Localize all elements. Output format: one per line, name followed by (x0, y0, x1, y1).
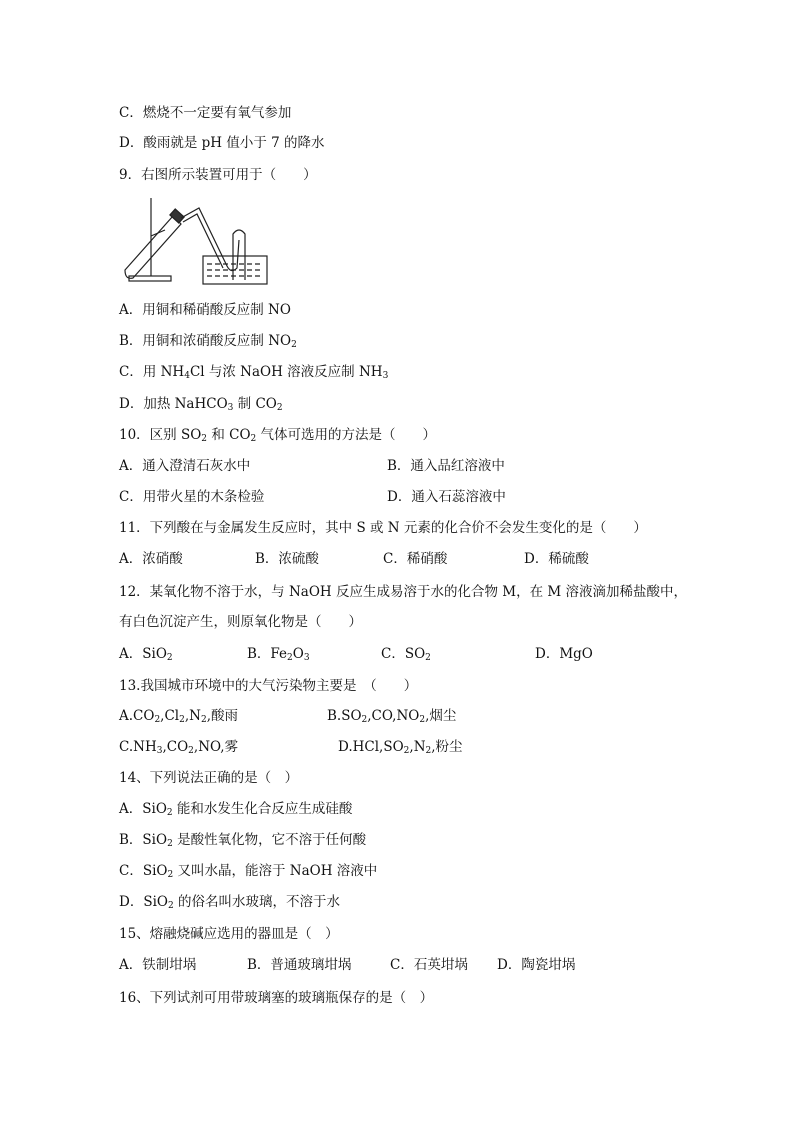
subscript: 2 (201, 434, 208, 444)
answer-option (387, 456, 505, 476)
answer-option (119, 737, 238, 757)
subscript: 3 (227, 403, 234, 413)
text-segment: B．普通玻璃坩埚 (247, 957, 352, 973)
answer-option (497, 955, 575, 975)
text-segment: D．陶瓷坩埚 (497, 957, 576, 973)
text-segment: B．用铜和浓硝酸反应制 NO (119, 333, 292, 349)
text-segment: A．SiO (119, 646, 167, 662)
subscript: 3 (382, 371, 389, 381)
answer-option (338, 737, 463, 757)
question-9 (119, 165, 317, 185)
q9-option-a (119, 300, 291, 320)
subscript: 4 (184, 371, 190, 381)
text-segment: D．SiO (119, 894, 168, 910)
q9-option-c (119, 362, 388, 382)
q9-option-b (119, 331, 297, 351)
text-segment: 14、下列说法正确的是（ ） (119, 770, 299, 786)
text-segment: A．通入澄清石灰水中 (119, 458, 251, 474)
text-segment: 9．右图所示装置可用于（ ） (119, 167, 317, 183)
subscript: 2 (166, 653, 173, 663)
question-11 (119, 518, 647, 538)
subscript: 2 (287, 653, 293, 663)
q14-option-b (119, 830, 366, 850)
text-segment: ,Cl (160, 708, 180, 724)
subscript: 2 (361, 715, 368, 725)
text-segment: 能和水发生化合反应生成硅酸 (172, 801, 353, 817)
answer-option (119, 549, 183, 569)
answer-option (383, 549, 447, 569)
q14-option-c (119, 861, 377, 881)
text-segment: ,N (184, 708, 201, 724)
text-segment: O (292, 646, 304, 662)
question-15 (119, 924, 339, 944)
q8-option-d (119, 133, 325, 153)
answer-option (535, 644, 593, 664)
answer-option (247, 955, 351, 975)
text-segment: B.SO (327, 708, 362, 724)
subscript: 2 (403, 746, 410, 756)
text-segment: 11．下列酸在与金属发生反应时，其中 S 或 N 元素的化合价不会发生变化的是（ ） (119, 520, 647, 536)
answer-option (524, 549, 589, 569)
text-segment: A．SiO (119, 801, 167, 817)
subscript: 3 (156, 746, 163, 756)
text-segment: ,CO,NO (367, 708, 420, 724)
text-segment: C．石英坩埚 (390, 957, 468, 973)
answer-option (119, 955, 196, 975)
text-segment: B．Fe (247, 646, 288, 662)
subscript: 2 (425, 746, 432, 756)
answer-option (119, 644, 173, 664)
text-segment: C．燃烧不一定要有氧气参加 (119, 105, 292, 121)
question-12 (119, 582, 687, 602)
text-segment: C．SO (381, 646, 426, 662)
text-segment: ,烟尘 (425, 708, 457, 724)
answer-option (119, 487, 264, 507)
apparatus-figure (119, 194, 269, 290)
text-segment: ,粉尘 (431, 739, 463, 755)
subscript: 2 (167, 901, 174, 911)
text-segment: A.CO (119, 708, 155, 724)
answer-option (247, 644, 310, 664)
text-segment: 和 CO (207, 427, 251, 443)
answer-option (255, 549, 319, 569)
text-segment: 15、熔融烧碱应选用的器皿是（ ） (119, 926, 339, 942)
text-segment: D．MgO (535, 646, 593, 662)
subscript: 2 (166, 808, 173, 818)
subscript: 2 (276, 403, 283, 413)
text-segment: 10．区别 SO (119, 427, 202, 443)
text-segment: ,酸雨 (206, 708, 238, 724)
subscript: 2 (425, 653, 431, 663)
text-segment: 是酸性氧化物，它不溶于任何酸 (172, 832, 367, 848)
subscript: 2 (200, 715, 207, 725)
q9-option-d (119, 394, 283, 414)
text-segment: A．铁制坩埚 (119, 957, 197, 973)
question-13 (119, 676, 417, 696)
subscript: 2 (167, 870, 174, 880)
subscript: 3 (303, 653, 310, 663)
q8-option-c (119, 103, 291, 123)
text-segment: C.NH (119, 739, 157, 755)
subscript: 2 (167, 839, 173, 849)
text-segment: D．加热 NaHCO (119, 396, 228, 412)
text-segment: C．用 NH (119, 364, 185, 380)
answer-option (390, 955, 468, 975)
question-14 (119, 768, 298, 788)
text-segment: 13.我国城市环境中的大气污染物主要是 （ ） (119, 678, 418, 694)
text-segment: A．浓硝酸 (119, 551, 183, 567)
answer-option (387, 487, 506, 507)
text-segment: 16、下列试剂可用带玻璃塞的玻璃瓶保存的是（ ） (119, 990, 434, 1006)
answer-option (381, 644, 431, 664)
text-segment: A．用铜和稀硝酸反应制 NO (119, 302, 291, 318)
q14-option-d (119, 892, 340, 912)
text-segment: 又叫水晶，能溶于 NaOH 溶液中 (173, 863, 378, 879)
text-segment: B．SiO (119, 832, 168, 848)
text-segment: C．稀硝酸 (383, 551, 448, 567)
text-segment: 12．某氧化物不溶于水，与 NaOH 反应生成易溶于水的化合物 M，在 M 溶液滴加稀盐酸中， (119, 584, 687, 600)
q14-option-a (119, 799, 352, 819)
text-segment: 制 CO (233, 396, 277, 412)
text-segment: ,N (409, 739, 426, 755)
text-segment: ,CO (162, 739, 189, 755)
subscript: 2 (291, 340, 297, 350)
answer-option (119, 706, 238, 726)
text-segment: 的俗名叫水玻璃，不溶于水 (173, 894, 340, 910)
question-10 (119, 425, 436, 445)
text-segment: C．SiO (119, 863, 168, 879)
text-segment: 气体可选用的方法是（ ） (256, 427, 437, 443)
answer-option (119, 456, 250, 476)
question-16 (119, 988, 433, 1008)
text-segment: Cl 与浓 NaOH 溶液反应制 NH (189, 364, 383, 380)
text-segment: B．浓硫酸 (255, 551, 319, 567)
text-segment: D.HCl,SO (338, 739, 404, 755)
text-segment: 有白色沉淀产生，则原氧化物是（ ） (119, 614, 362, 630)
subscript: 2 (419, 715, 426, 725)
text-segment: ,NO,雾 (193, 739, 239, 755)
text-segment: D．通入石蕊溶液中 (387, 489, 506, 505)
question-12-cont (119, 612, 362, 632)
answer-option (327, 706, 456, 726)
subscript: 2 (179, 715, 185, 725)
text-segment: B．通入品红溶液中 (387, 458, 505, 474)
text-segment: D．稀硫酸 (524, 551, 589, 567)
text-segment: D．酸雨就是 pH 值小于 7 的降水 (119, 135, 325, 151)
subscript: 2 (154, 715, 161, 725)
subscript: 2 (250, 434, 257, 444)
subscript: 2 (188, 746, 194, 756)
text-segment: C．用带火星的木条检验 (119, 489, 265, 505)
